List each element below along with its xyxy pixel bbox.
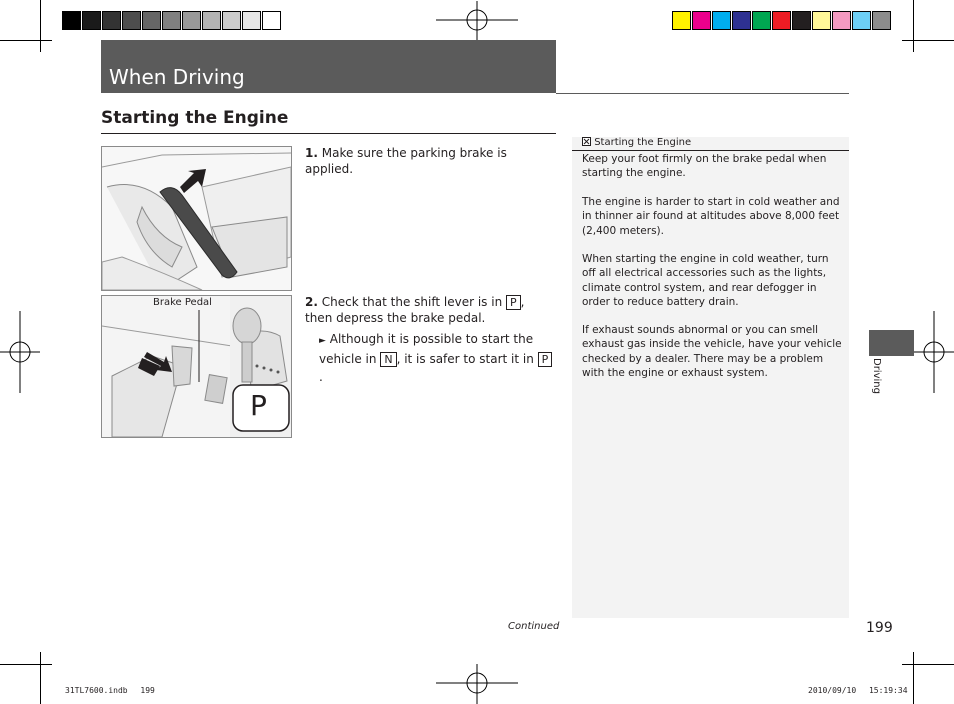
shift-position-p-icon: P: [250, 389, 267, 422]
crop-mark: [40, 652, 41, 704]
gray-swatch: [142, 11, 161, 30]
gray-swatch: [62, 11, 81, 30]
side-paragraph: When starting the engine in cold weather, turn off all electrical accessories such as the lights, climate control system, and rear defogger in order to reduce battery drain.: [582, 253, 829, 308]
chapter-tab-label: Driving: [871, 358, 882, 394]
side-paragraph: The engine is harder to start in cold weather and in thinner air found at altitudes above 8,000 feet (2,400 meters).: [582, 196, 840, 237]
parking-brake-figure: [101, 146, 292, 291]
gray-swatch: [122, 11, 141, 30]
color-swatch: [772, 11, 791, 30]
step-2-note-b: , it is safer to start it in: [396, 352, 534, 366]
color-swatch: [832, 11, 851, 30]
print-file-slug: 31TL7600.indb 199: [65, 686, 155, 695]
gray-swatch: [182, 11, 201, 30]
step-1: [305, 145, 555, 177]
color-swatch: [692, 11, 711, 30]
side-paragraph: Keep your foot firmly on the brake pedal when starting the engine.: [582, 153, 827, 180]
side-panel: [572, 137, 849, 618]
reference-icon: [582, 137, 591, 146]
section-header-title: When Driving: [109, 65, 245, 89]
gray-swatch: [242, 11, 261, 30]
parking-brake-illustration: [102, 147, 291, 290]
title-rule: [101, 133, 556, 134]
page-title: Starting the Engine: [101, 108, 289, 128]
side-panel-title: Starting the Engine: [594, 137, 692, 148]
step-2: [305, 294, 555, 326]
brake-pedal-figure: [101, 295, 292, 438]
color-swatch: [852, 11, 871, 30]
crop-mark: [902, 40, 954, 41]
continued-label: Continued: [508, 621, 560, 632]
step-2-number: 2.: [305, 295, 318, 309]
crop-mark: [0, 40, 52, 41]
section-header: [101, 40, 556, 93]
crop-mark: [913, 0, 914, 52]
color-swatch: [872, 11, 891, 30]
color-swatch: [812, 11, 831, 30]
step-2-note: [319, 330, 554, 386]
crop-mark: [902, 664, 954, 665]
color-swatch: [672, 11, 691, 30]
color-swatch: [752, 11, 771, 30]
print-date-slug: 2010/09/10 15:19:34: [808, 686, 908, 695]
registration-mark-top: [436, 1, 518, 41]
color-swatch: [732, 11, 751, 30]
step-2-text-b: , then depress the brake pedal.: [305, 295, 525, 325]
registration-mark-left: [0, 311, 40, 393]
side-panel-title-row: [582, 137, 691, 148]
gray-swatch: [102, 11, 121, 30]
side-panel-rule: [572, 150, 849, 151]
gray-swatch: [202, 11, 221, 30]
step-2-text-a: Check that the shift lever is in: [321, 295, 503, 309]
chapter-tab: [869, 330, 914, 356]
side-paragraph: If exhaust sounds abnormal or you can smell exhaust gas inside the vehicle, have your vehicle checked by a dealer. There may be a problem with the engine or exhaust system.: [582, 324, 842, 379]
crop-mark: [0, 664, 52, 665]
shift-key-p: P: [506, 295, 521, 310]
gray-swatch: [162, 11, 181, 30]
registration-mark-right: [914, 311, 954, 393]
step-1-text: Make sure the parking brake is applied.: [305, 146, 507, 176]
crop-mark: [40, 0, 41, 52]
page-number: 199: [866, 620, 893, 636]
gray-swatch: [82, 11, 101, 30]
step-2-note-c: .: [319, 370, 323, 384]
crop-mark: [913, 652, 914, 704]
header-rule: [556, 93, 849, 94]
note-arrow-icon: ►: [319, 336, 326, 346]
shift-key-n: N: [380, 352, 396, 367]
brake-pedal-callout: Brake Pedal: [153, 297, 212, 308]
gray-swatch: [222, 11, 241, 30]
shift-key-p-2: P: [538, 352, 553, 367]
gray-swatch: [262, 11, 281, 30]
step-2-note-a: Although it is possible to start the vehicle in: [319, 332, 534, 366]
color-swatch: [712, 11, 731, 30]
color-swatch: [792, 11, 811, 30]
step-1-number: 1.: [305, 146, 318, 160]
registration-mark-bottom: [436, 664, 518, 704]
